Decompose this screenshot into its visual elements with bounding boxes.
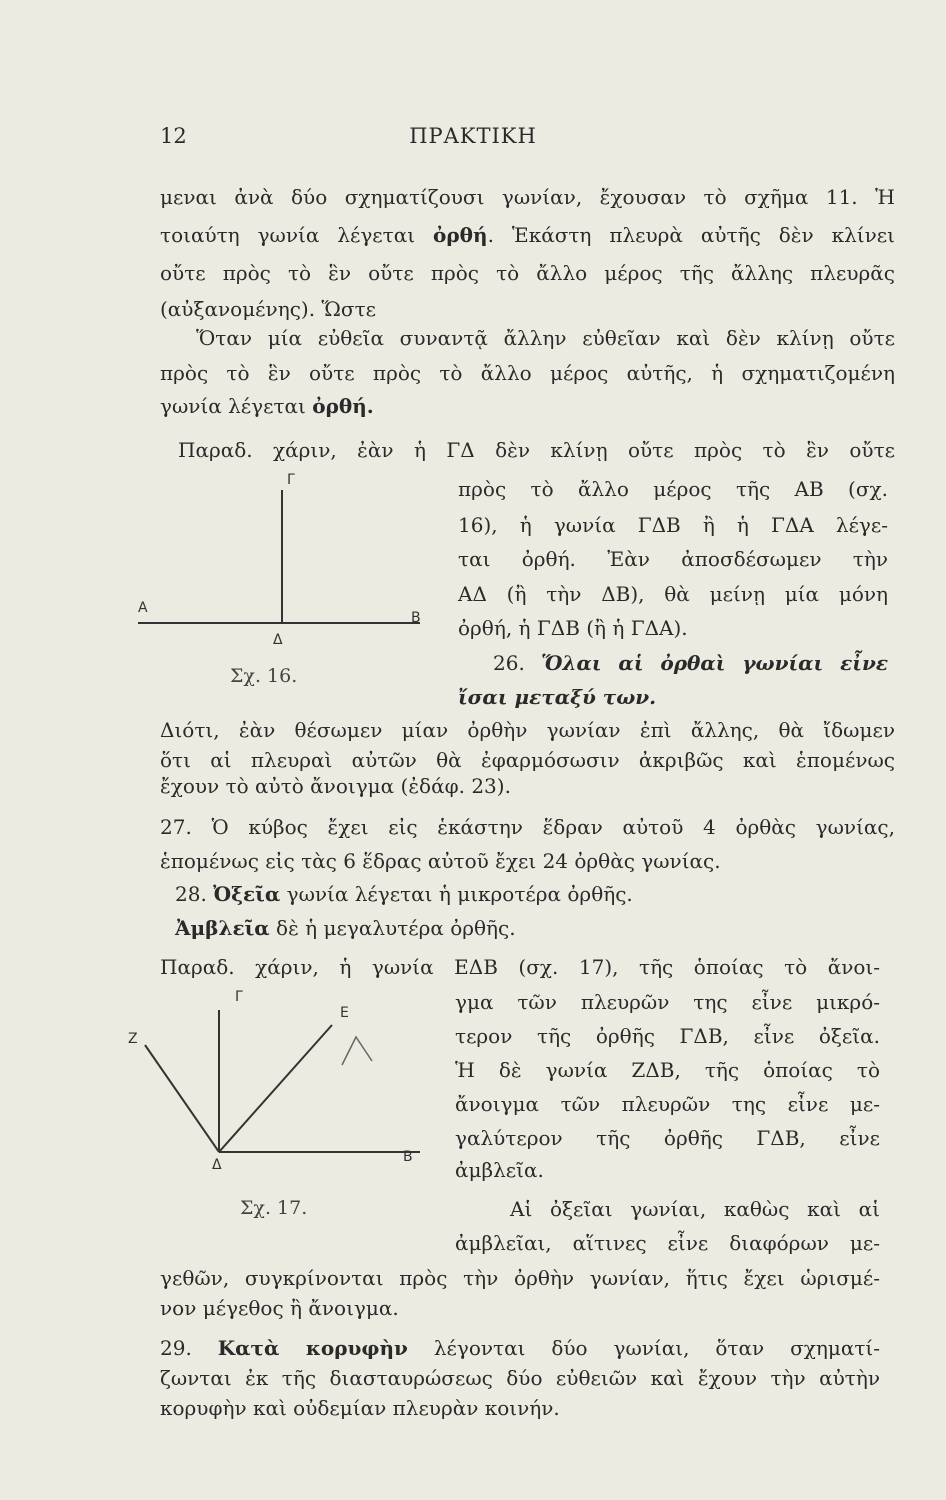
text-line: ΑΔ (ἢ τὴν ΔΒ), θὰ μείνῃ μία μόνη xyxy=(458,582,888,606)
label-epsilon: Ε xyxy=(340,1005,349,1021)
text-line: ἑπομένως εἰς τὰς 6 ἕδρας αὐτοῦ ἔχει 24 ὀρθὰς γωνίας. xyxy=(160,849,721,873)
text-line: 29. Κατὰ κορυφὴν λέγονται δύο γωνίαι, ὅταν σχηματί- xyxy=(160,1336,880,1360)
text-line: ζωνται ἐκ τῆς διασταυρώσεως δύο εὐθειῶν καὶ ἔχουν τὴν αὐτὴν xyxy=(160,1366,880,1390)
text-line: Παραδ. χάριν, ἐὰν ἡ ΓΔ δὲν κλίνῃ οὔτε πρὸς τὸ ἓν οὔτε xyxy=(178,438,895,462)
label-beta: Β xyxy=(411,610,421,626)
text-line: πρὸς τὸ ἓν οὔτε πρὸς τὸ ἄλλο μέρος αὐτῆς, ἡ σχηματιζομένη xyxy=(160,361,895,385)
term-right-angle: ὀρθή. xyxy=(312,394,374,418)
label-delta: Δ xyxy=(273,632,283,648)
text-line: νον μέγεθος ἢ ἄνοιγμα. xyxy=(160,1296,399,1320)
theorem-statement: ἴσαι μεταξύ των. xyxy=(458,685,657,709)
label-gamma: Γ xyxy=(287,472,295,488)
text-line: γωνία λέγεται ὀρθή. xyxy=(160,394,374,418)
text-line: Διότι, ἐὰν θέσωμεν μίαν ὀρθὴν γωνίαν ἐπὶ ἄλλης, θὰ ἴδωμεν xyxy=(160,718,895,742)
line-delta-epsilon xyxy=(219,1025,332,1152)
term-right-angle: ὀρθή xyxy=(433,223,488,247)
text-line: οὔτε πρὸς τὸ ἓν οὔτε πρὸς τὸ ἄλλο μέρος τῆς ἄλλης πλευρᾶς xyxy=(160,261,895,285)
text-line: Ἡ δὲ γωνία ΖΔΒ, τῆς ὁποίας τὸ xyxy=(455,1058,880,1082)
text-line: 26. Ὅλαι αἱ ὀρθαὶ γωνίαι εἶνε xyxy=(493,651,888,675)
figure-17 xyxy=(120,985,440,1225)
text-line: Ἀμβλεῖα δὲ ἡ μεγαλυτέρα ὀρθῆς. xyxy=(175,916,516,940)
label-alpha: Α xyxy=(138,600,148,616)
label-gamma: Γ xyxy=(235,989,243,1005)
page-number: 12 xyxy=(160,124,187,148)
text-line: μεναι ἀνὰ δύο σχηματίζουσι γωνίαν, ἔχουσαν τὸ σχῆμα 11. Ἡ xyxy=(160,185,895,209)
text-line: ὅτι αἱ πλευραὶ αὐτῶν θὰ ἐφαρμόσωσιν ἀκριβῶς καὶ ἑπομένως xyxy=(160,748,895,772)
text-line: Αἱ ὀξεῖαι γωνίαι, καθὼς καὶ αἱ xyxy=(510,1197,880,1221)
page-header xyxy=(0,124,946,154)
running-title: ΠΡΑΚΤΙΚΗ xyxy=(409,124,537,148)
text-line: ἔχουν τὸ αὐτὸ ἄνοιγμα (ἐδάφ. 23). xyxy=(160,774,511,798)
text-line: Ὅταν μία εὐθεῖα συναντᾷ ἄλλην εὐθεῖαν καὶ δὲν κλίνῃ οὔτε xyxy=(196,326,895,350)
text-line: (αὐξανομένης). Ὥστε xyxy=(160,297,376,321)
text-line: ἄνοιγμα τῶν πλευρῶν της εἶνε με- xyxy=(455,1092,880,1116)
text-line: γεθῶν, συγκρίνονται πρὸς τὴν ὀρθὴν γωνίαν, ἥτις ἔχει ὡρισμέ- xyxy=(160,1266,880,1290)
label-beta: Β xyxy=(403,1149,413,1165)
text-line: γαλύτερον τῆς ὀρθῆς ΓΔΒ, εἶνε xyxy=(455,1126,880,1150)
figure-16-drawing xyxy=(130,460,450,700)
text-line: ὀρθή, ἡ ΓΔΒ (ἢ ἡ ΓΔΑ). xyxy=(458,616,688,640)
figure-17-caption: Σχ. 17. xyxy=(240,1197,308,1219)
term-vertical-angles: Κατὰ κορυφὴν xyxy=(217,1336,408,1360)
text-line: τοιαύτη γωνία λέγεται ὀρθή. Ἑκάστη πλευρὰ αὐτῆς δὲν κλίνει xyxy=(160,223,895,247)
text-line: πρὸς τὸ ἄλλο μέρος τῆς ΑΒ (σχ. xyxy=(458,477,888,501)
text-line: ἀμβλεῖαι, αἵτινες εἶνε διαφόρων με- xyxy=(455,1231,880,1255)
text-line: τερον τῆς ὀρθῆς ΓΔΒ, εἶνε ὀξεῖα. xyxy=(455,1024,880,1048)
line-delta-zeta xyxy=(145,1045,219,1152)
text-line: ται ὀρθή. Ἐὰν ἀποσδέσωμεν τὴν xyxy=(458,547,888,571)
text-line: 16), ἡ γωνία ΓΔΒ ἢ ἡ ΓΔΑ λέγε- xyxy=(458,513,888,537)
term-acute: Ὀξεῖα xyxy=(213,882,281,906)
angle-mark xyxy=(342,1037,372,1065)
term-obtuse: Ἀμβλεῖα xyxy=(175,916,270,940)
label-delta: Δ xyxy=(212,1157,222,1173)
text-line: γμα τῶν πλευρῶν της εἶνε μικρό- xyxy=(455,990,880,1014)
text-line: κορυφὴν καὶ οὐδεμίαν πλευρὰν κοινήν. xyxy=(160,1396,560,1420)
text-line: 28. Ὀξεῖα γωνία λέγεται ἡ μικροτέρα ὀρθῆς. xyxy=(175,882,633,906)
figure-17-drawing xyxy=(120,985,440,1225)
text-line: ἀμβλεῖα. xyxy=(455,1158,544,1182)
figure-16 xyxy=(130,460,450,700)
text-line: Παραδ. χάριν, ἡ γωνία ΕΔΒ (σχ. 17), τῆς ὁποίας τὸ ἄνοι- xyxy=(160,955,880,979)
label-zeta: Ζ xyxy=(128,1031,138,1047)
theorem-statement: Ὅλαι αἱ ὀρθαὶ γωνίαι εἶνε xyxy=(541,651,888,675)
text-line: 27. Ὁ κύβος ἔχει εἰς ἑκάστην ἕδραν αὐτοῦ 4 ὀρθὰς γωνίας, xyxy=(160,815,895,839)
figure-16-caption: Σχ. 16. xyxy=(230,665,298,687)
